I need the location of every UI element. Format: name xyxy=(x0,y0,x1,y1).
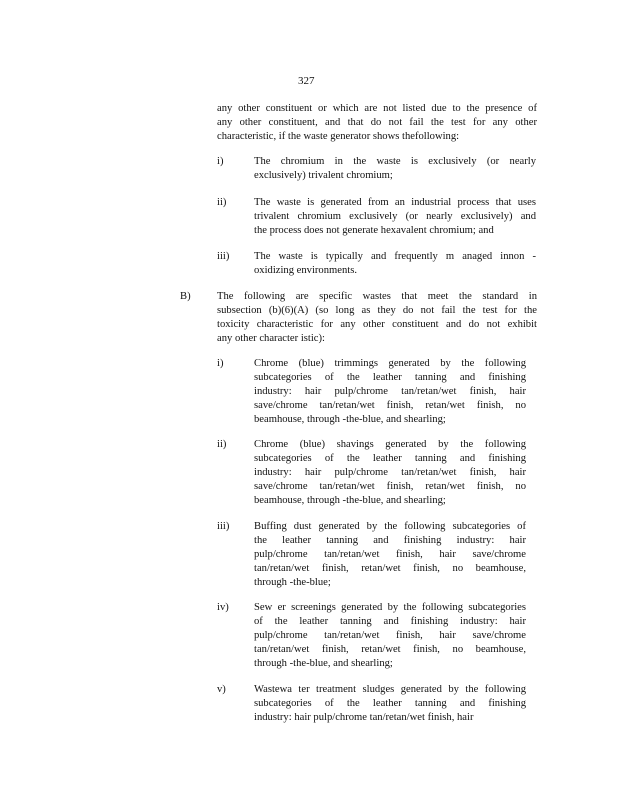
list-item-label: iii) xyxy=(217,521,230,532)
list-b-item-line: Buffing dust generated by the following subcategories of xyxy=(254,521,526,532)
list-item-label: i) xyxy=(217,358,224,369)
intro-line: any other constituent, and that do not fail the test for any other xyxy=(217,117,537,128)
list-b-item-line: the leather tanning and finishing industry: hair xyxy=(254,535,526,546)
list-b-item-line: Wastewa ter treatment sludges generated by the following xyxy=(254,684,526,695)
list-b-item-line: Chrome (blue) trimmings generated by the following xyxy=(254,358,526,369)
list-b-item-line: Chrome (blue) shavings generated by the following xyxy=(254,439,526,450)
section-b-line: The following are specific wastes that meet the standard in xyxy=(217,291,537,302)
list-b-item-line: beamhouse, through -the-blue, and shearling; xyxy=(254,414,446,425)
list-b-item-line: subcategories of the leather tanning and finishing xyxy=(254,698,526,709)
page-number: 327 xyxy=(298,75,315,87)
list-b-item-line: tan/retan/wet finish, retan/wet finish, no beamhouse, xyxy=(254,644,526,655)
section-b-line: subsection (b)(6)(A) (so long as they do not fail the test for the xyxy=(217,305,537,316)
list-b-item-line: beamhouse, through -the-blue, and shearling; xyxy=(254,495,446,506)
list-b-item-line: Sew er screenings generated by the following subcategories xyxy=(254,602,526,613)
list-a-item-line: The chromium in the waste is exclusively (or nearly xyxy=(254,156,536,167)
list-a-item-line: The waste is generated from an industrial process that uses xyxy=(254,197,536,208)
list-b-item-line: industry: hair pulp/chrome tan/retan/wet finish, hair xyxy=(254,467,526,478)
list-b-item-line: save/chrome tan/retan/wet finish, retan/wet finish, no xyxy=(254,400,526,411)
list-b-item-line: of the leather tanning and finishing industry: hair xyxy=(254,616,526,627)
section-b-line: any other character istic): xyxy=(217,333,325,344)
list-b-item-line: through -the-blue; xyxy=(254,577,331,588)
list-b-item-line: subcategories of the leather tanning and finishing xyxy=(254,453,526,464)
list-a-item-line: exclusively) trivalent chromium; xyxy=(254,170,393,181)
list-item-label: ii) xyxy=(217,197,227,208)
list-item-label: iv) xyxy=(217,602,229,613)
list-a-item-line: the process does not generate hexavalent chromium; and xyxy=(254,225,494,236)
list-a-item-line: The waste is typically and frequently m anaged innon - xyxy=(254,251,536,262)
list-b-item-line: industry: hair pulp/chrome tan/retan/wet finish, hair xyxy=(254,712,474,723)
list-b-item-line: tan/retan/wet finish, retan/wet finish, no beamhouse, xyxy=(254,563,526,574)
list-b-item-line: pulp/chrome tan/retan/wet finish, hair save/chrome xyxy=(254,549,526,560)
list-item-label: iii) xyxy=(217,251,230,262)
list-a-item-line: trivalent chromium exclusively (or nearly exclusively) and xyxy=(254,211,536,222)
list-a-item-line: oxidizing environments. xyxy=(254,265,357,276)
section-b-label: B) xyxy=(180,291,191,302)
list-b-item-line: through -the-blue, and shearling; xyxy=(254,658,393,669)
intro-line: characteristic, if the waste generator shows thefollowing: xyxy=(217,131,460,142)
section-b-line: toxicity characteristic for any other constituent and do not exhibit xyxy=(217,319,537,330)
list-b-item-line: save/chrome tan/retan/wet finish, retan/wet finish, no xyxy=(254,481,526,492)
list-b-item-line: industry: hair pulp/chrome tan/retan/wet finish, hair xyxy=(254,386,526,397)
list-item-label: i) xyxy=(217,156,224,167)
list-b-item-line: pulp/chrome tan/retan/wet finish, hair save/chrome xyxy=(254,630,526,641)
intro-line: any other constituent or which are not listed due to the presence of xyxy=(217,103,537,114)
list-item-label: v) xyxy=(217,684,226,695)
list-item-label: ii) xyxy=(217,439,227,450)
list-b-item-line: subcategories of the leather tanning and finishing xyxy=(254,372,526,383)
